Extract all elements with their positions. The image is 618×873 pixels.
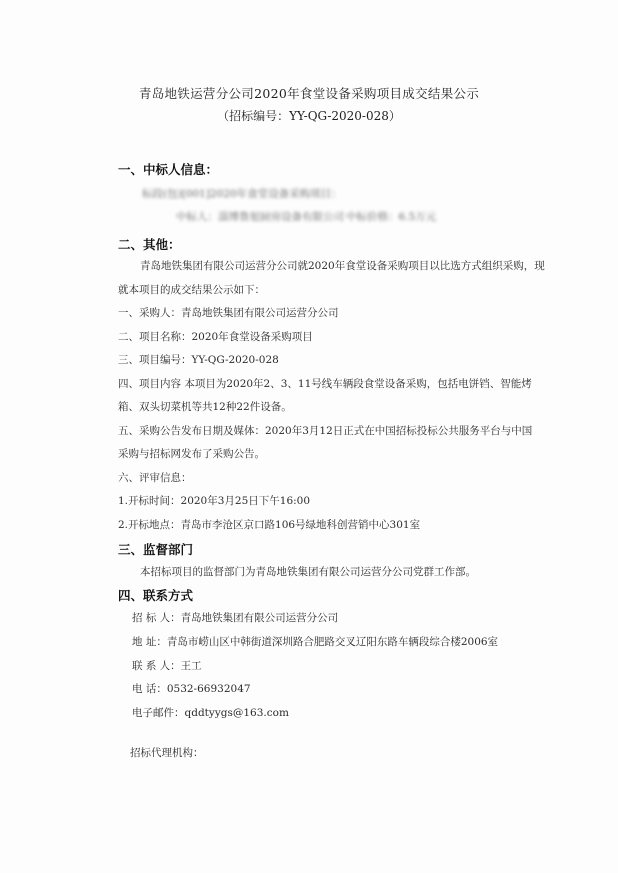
section-winner-heading: 一、中标人信息：: [118, 162, 219, 177]
contact-tenderer: 招 标 人：青岛地铁集团有限公司运营分公司: [132, 612, 339, 624]
purchaser-line: 一、采购人：青岛地铁集团有限公司运营分公司: [118, 307, 339, 319]
tender-number: （招标编号：YY-QG-2020-028）: [217, 109, 401, 123]
contact-phone: 电 话：0532-66932047: [132, 683, 251, 695]
announcement-line-1: 五、采购公告发布日期及媒体：2020年3月12日正式在中国招标投标公共服务平台与中国: [118, 425, 533, 437]
tender-agency-label: 招标代理机构：: [130, 747, 204, 759]
winner-name: 中标人：淄博鲁旭厨房设备有限公司: [176, 211, 344, 223]
section-supervision-heading: 三、监督部门: [118, 542, 194, 557]
intro-line-2: 就本项目的成交结果公示如下：: [118, 284, 265, 296]
opening-time-line: 1.开标时间：2020年3月25日下午16:00: [118, 495, 311, 507]
winner-lot-line: 标段(包)[001]2020年食堂设备采购项目：: [142, 188, 342, 200]
section-other-heading: 二、其他：: [118, 237, 181, 252]
opening-location-line: 2.开标地点：青岛市李沧区京口路106号绿地科创营销中心301室: [118, 519, 421, 531]
project-number-line: 三、项目编号：YY-QG-2020-028: [118, 354, 279, 366]
contact-person: 联 系 人：王工: [132, 660, 202, 672]
project-content-line-1: 四、项目内容 本项目为2020年2、3、11号线车辆段食堂设备采购，包括电饼铛、智能烤: [118, 378, 532, 390]
contact-address: 地 址：青岛市崂山区中韩街道深圳路合肥路交叉辽阳东路车辆段综合楼2006室: [132, 636, 499, 648]
supervision-text: 本招标项目的监督部门为青岛地铁集团有限公司运营分公司党群工作部。: [140, 566, 476, 578]
project-name-line: 二、项目名称：2020年食堂设备采购项目: [118, 331, 313, 343]
section-contact-heading: 四、联系方式: [118, 588, 194, 603]
winner-price: 中标价格：6.5万元: [346, 211, 437, 223]
review-info-heading: 六、评审信息：: [118, 472, 192, 484]
intro-line-1: 青岛地铁集团有限公司运营分公司就2020年食堂设备采购项目以比选方式组织采购，现: [140, 260, 545, 272]
project-content-line-2: 箱、双头切菜机等共12种22件设备。: [118, 401, 292, 413]
contact-email: 电子邮件：qddtyygs@163.com: [132, 707, 289, 719]
document-title: 青岛地铁运营分公司2020年食堂设备采购项目成交结果公示: [138, 86, 480, 101]
announcement-line-2: 采购与招标网发布了采购公告。: [118, 448, 265, 460]
